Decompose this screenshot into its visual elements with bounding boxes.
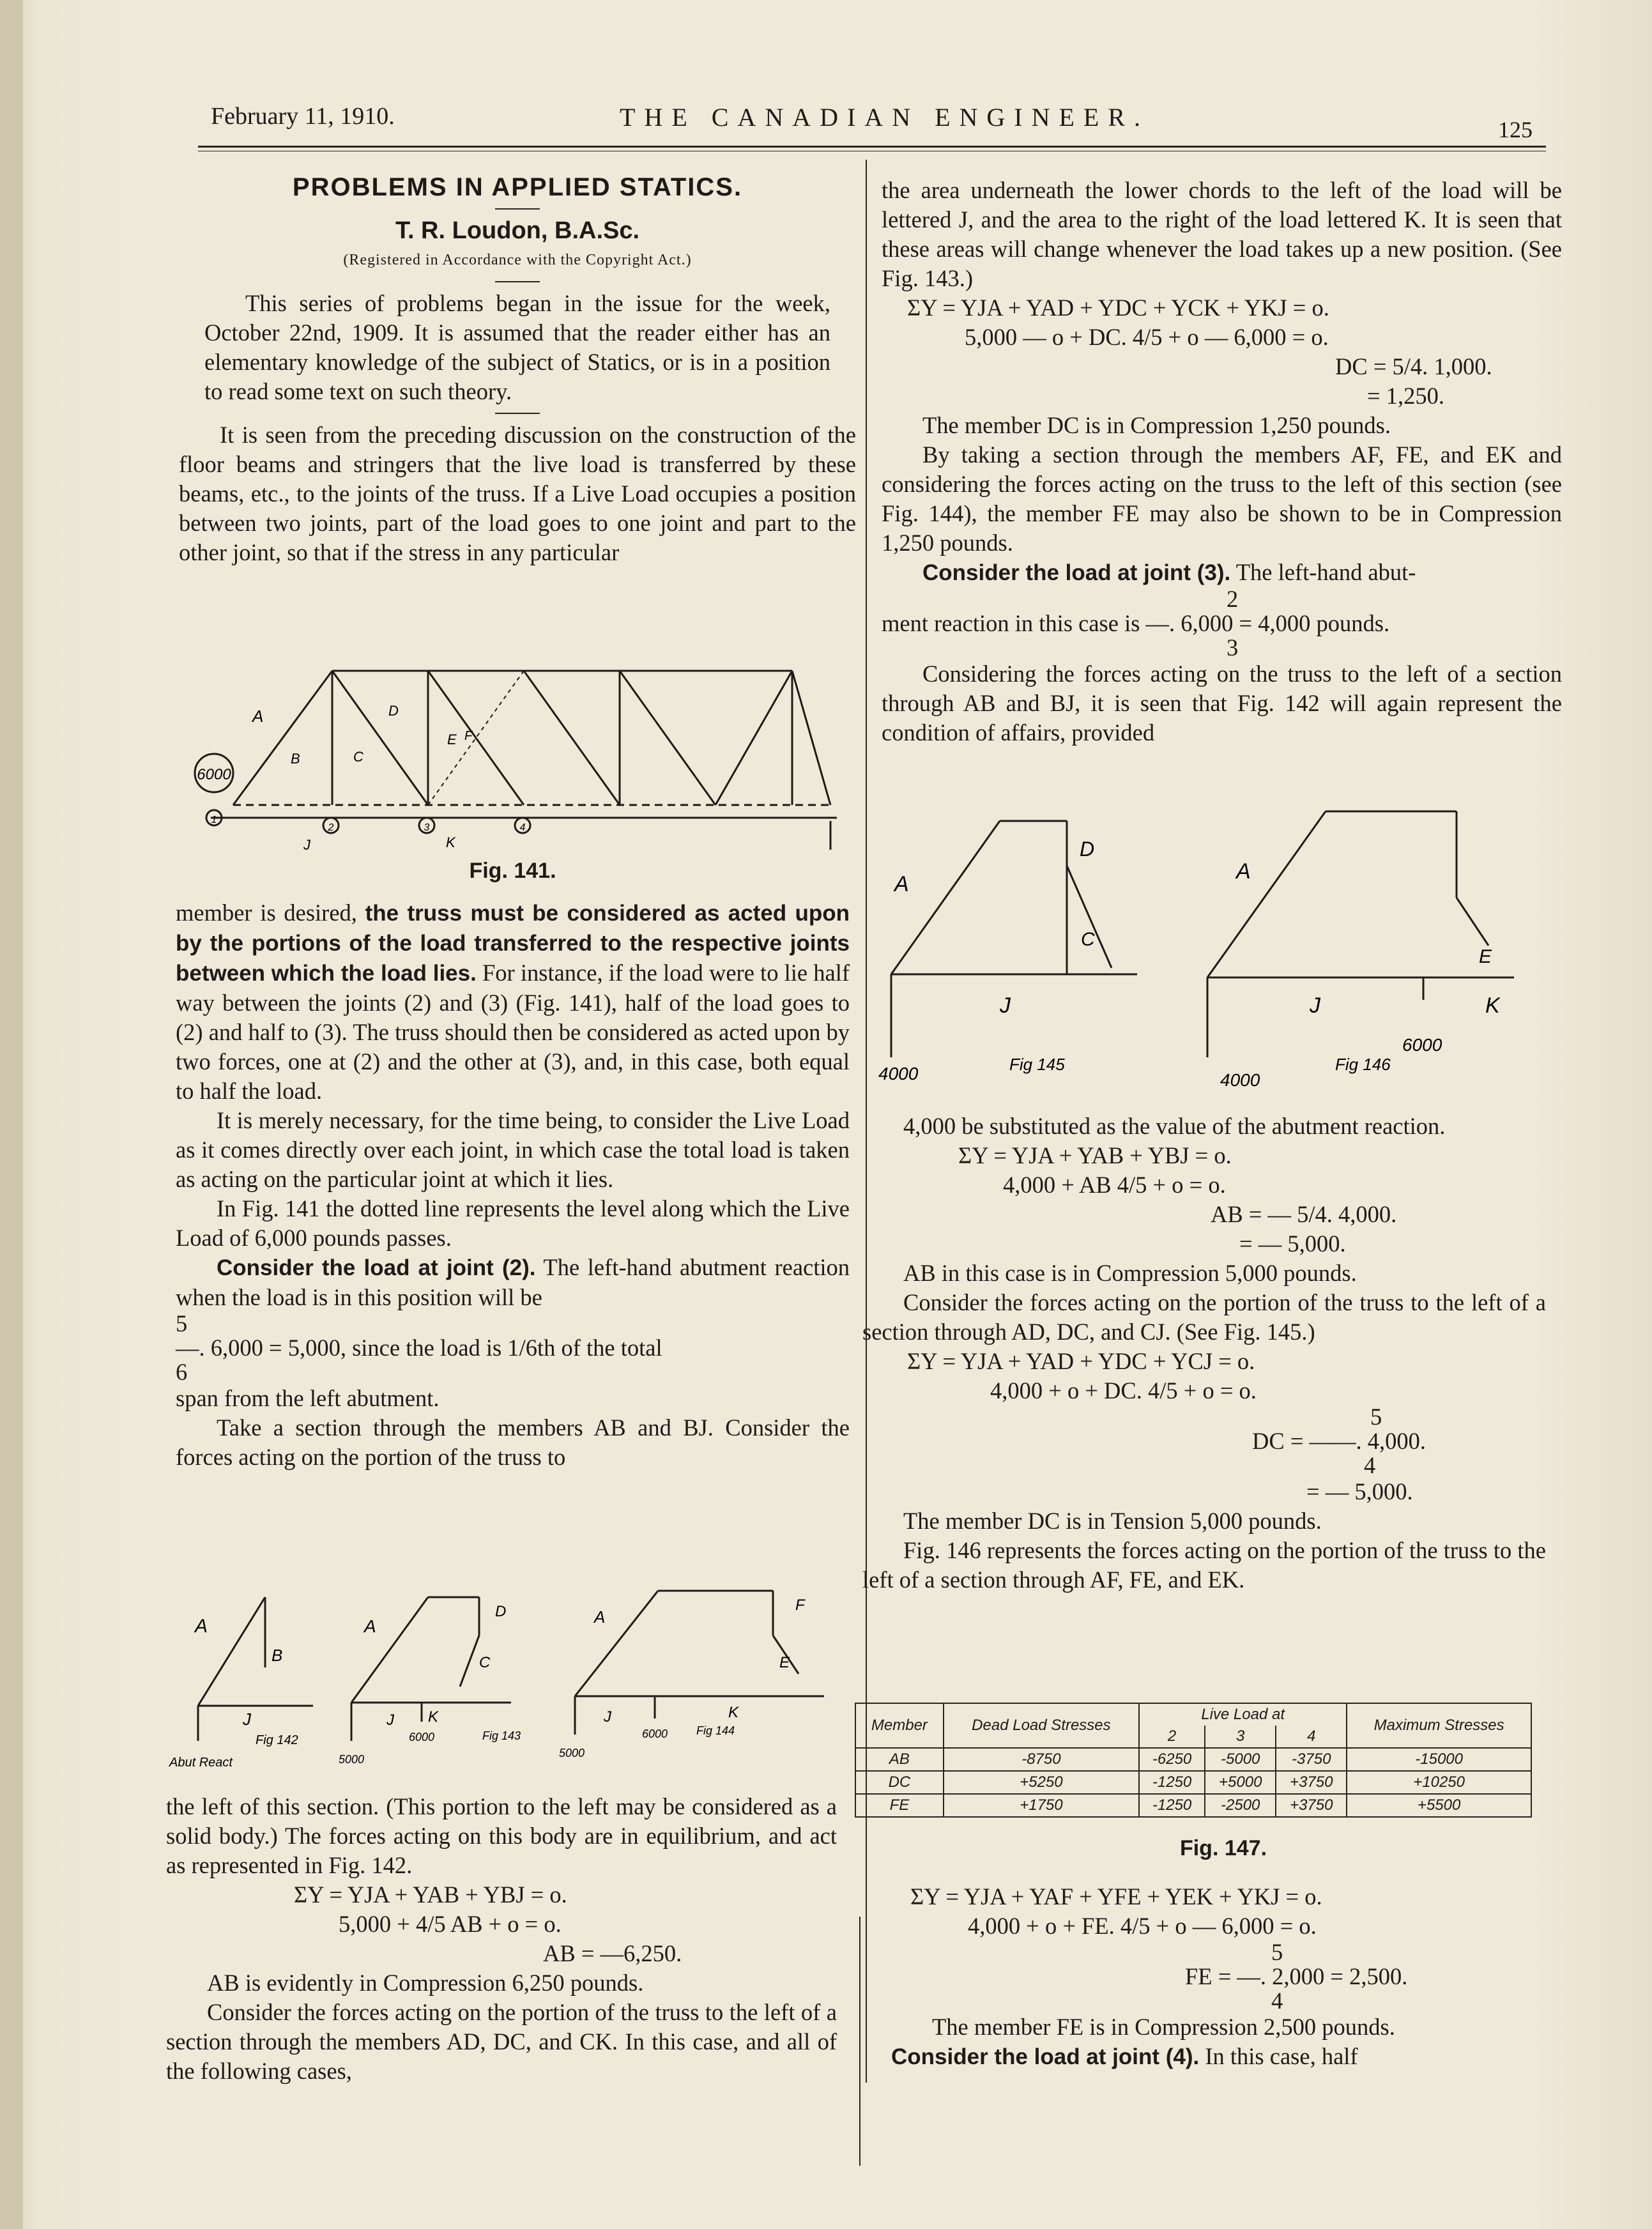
equation: AB = — 5/4. 4,000. (1211, 1201, 1397, 1227)
p5-rest: The left-hand abutment reaction when the load is in this position will be (176, 1254, 850, 1310)
fig144-label-a: A (594, 1607, 606, 1627)
paragraph: It is seen from the preceding discussion on the construction of the floor beams and stringers that the live load is transferred by these beams, etc., to the joints of the truss. If a Live Load occupies a position between two joints, part of the load goes to one joint and part to the other joint, so that if the stress in any particular (179, 422, 856, 565)
header-maximum: Maximum Stresses (1347, 1703, 1531, 1748)
paragraph: The member FE is in Compression 2,500 pounds. (932, 2014, 1395, 2040)
fraction-denominator: 4 (1364, 1452, 1376, 1478)
page-number: 125 (1498, 117, 1533, 142)
cell-max: +5500 (1347, 1794, 1531, 1817)
cell-member: FE (855, 1794, 944, 1817)
fig146-load: 6000 (1402, 1035, 1442, 1055)
left-column (179, 172, 856, 567)
fig141-load: 6000 (197, 766, 231, 783)
article-title: PROBLEMS IN APPLIED STATICS. (292, 173, 743, 201)
paragraph (882, 558, 1562, 588)
stress-table (855, 1703, 1532, 1818)
fraction-denominator: 4 (1271, 1988, 1283, 2014)
cell-j4: -3750 (1276, 1748, 1347, 1771)
fraction-denominator: 3 (1227, 634, 1239, 661)
cell-dead: +5250 (944, 1771, 1139, 1794)
title-rule (495, 208, 540, 210)
issue-date: February 11, 1910. (211, 103, 395, 130)
fig146-label-j: J (1310, 993, 1320, 1018)
equation: AB = —6,250. (543, 1940, 682, 1966)
fig143-label-j: J (386, 1712, 394, 1729)
cell-j2: -1250 (1139, 1771, 1205, 1794)
p2-end: For instance, if the load were to lie half way between the joints (2) and (3) (Fig. 141), half of the load goes to (2) and half to (3). The truss should then be considered as acted upon by two forces, one at (2) and the other at (3), and, in this case, both equal to half the load. (176, 960, 850, 1104)
header-member: Member (855, 1703, 944, 1748)
cell-j2: -6250 (1139, 1748, 1205, 1771)
fig143-caption: Fig 143 (482, 1729, 521, 1742)
paragraph: Fig. 146 represents the forces acting on the portion of the truss to the left of a section through AF, FE, and EK. (862, 1537, 1546, 1593)
equation: DC = ——. 4,000. (1252, 1428, 1426, 1454)
fig147-caption: Fig. 147. (1179, 1836, 1267, 1860)
r4-rest: The left-hand abut- (1235, 559, 1416, 585)
fig146-label-e: E (1479, 946, 1492, 967)
column-divider-lower (859, 1917, 860, 2166)
intro-rule (495, 413, 540, 414)
cell-member: AB (855, 1748, 944, 1771)
fig142-note: Abut React (169, 1756, 233, 1770)
r4-heading: Consider the load at joint (3). (922, 560, 1231, 585)
fig144-caption: Fig 144 (696, 1724, 735, 1737)
equation: 4,000 + o + FE. 4/5 + o — 6,000 = o. (968, 1913, 1317, 1939)
fraction-numerator: 5 (1370, 1404, 1382, 1430)
equation: 4,000 + o + DC. 4/5 + o = o. (990, 1377, 1257, 1404)
cell-j3: +5000 (1205, 1771, 1276, 1794)
fig144-reaction: 5000 (559, 1747, 585, 1759)
figures-142-144 (166, 1559, 862, 1776)
intro-paragraph: This series of problems began in the issue for the week, October 22nd, 1909. It is assumed that the reader either has an elementary knowledge of the subject of Statics, or is in a position to read some text on such theory. (204, 290, 830, 404)
paragraph (891, 2042, 1556, 2072)
fig143-label-d: D (495, 1603, 507, 1620)
left-column-mid (176, 856, 850, 1472)
cell-j3: -2500 (1205, 1794, 1276, 1817)
binding-gutter (0, 0, 23, 2229)
equation: = — 5,000. (1306, 1478, 1413, 1505)
fig143-reaction: 5000 (339, 1753, 365, 1766)
equation: ΣY = YJA + YAD + YDC + YCK + YKJ = o. (907, 295, 1329, 321)
fig145-reaction: 4000 (878, 1064, 919, 1084)
fig141-label-k: K (446, 834, 455, 850)
cell-dead: +1750 (944, 1794, 1139, 1817)
table-row (855, 1771, 1531, 1794)
paragraph: the left of this section. (This portion to the left may be considered as a solid body.) The forces acting on this body are in equilibrium, and act as represented in Fig. 142. (166, 1793, 837, 1878)
equation: DC = 5/4. 1,000. (1335, 353, 1492, 379)
left-column-bottom (166, 1792, 837, 2086)
cell-j4: +3750 (1276, 1794, 1347, 1817)
page-header (211, 102, 1552, 142)
fig144-label-j: J (604, 1708, 611, 1726)
fraction-equation: ment reaction in this case is —. 6,000 = 4,000 pounds. (882, 610, 1390, 636)
equation: 4,000 + AB 4/5 + o = o. (1003, 1172, 1226, 1198)
header-rule (198, 146, 1546, 148)
fig145-caption: Fig 145 (1009, 1055, 1065, 1074)
fraction-numerator: 5 (1271, 1939, 1283, 1965)
paragraph (176, 1253, 850, 1312)
header-live-load: Live Load at (1139, 1703, 1347, 1726)
fig145-label-j: J (1000, 993, 1011, 1018)
cell-j3: -5000 (1205, 1748, 1276, 1771)
fig141-label-d: D (388, 703, 399, 719)
paragraph: By taking a section through the members AF, FE, and EK and considering the forces acting on the truss to the left of this section (see Fig. 144), the member FE may also be shown to be in Compression 1,250 pounds. (882, 441, 1562, 556)
joint-4: 4 (519, 822, 526, 833)
table-row (855, 1794, 1531, 1817)
fig141-label-b: B (291, 751, 300, 767)
fig142-label-a: A (195, 1616, 208, 1637)
paragraph: It is merely necessary, for the time being, to consider the Live Load as it comes directly over each joint, in which case the total load is taken as acting on the particular joint at which it lies. (176, 1107, 850, 1192)
fig142-caption: Fig 142 (256, 1733, 298, 1747)
right-column-mid (862, 1112, 1546, 1595)
fig141-caption: Fig. 141. (469, 859, 556, 883)
fig142-label-b: B (272, 1646, 283, 1665)
fraction-equation: —. 6,000 = 5,000, since the load is 1/6th of the total (176, 1335, 662, 1361)
r12-rest: In this case, half (1205, 2043, 1358, 2069)
fig145-label-a: A (894, 872, 909, 896)
header-joint-3: 3 (1205, 1726, 1276, 1748)
header-joint-2: 2 (1139, 1726, 1205, 1748)
right-column-bottom (891, 1834, 1556, 2072)
stress-table-wrapper (855, 1703, 1532, 1818)
equation: ΣY = YJA + YAB + YBJ = o. (958, 1142, 1232, 1168)
fraction-numerator: 2 (1227, 586, 1239, 612)
fig146-label-k: K (1485, 993, 1500, 1018)
fig146-reaction: 4000 (1220, 1070, 1260, 1090)
fig142-label-j: J (243, 1710, 251, 1729)
fraction-numerator: 5 (176, 1310, 188, 1337)
paragraph: Consider the forces acting on the portion of the truss to the left of a section through AD, DC, and CJ. (See Fig. 145.) (862, 1289, 1546, 1345)
right-column (882, 176, 1562, 747)
copyright-note: (Registered in Accordance with the Copyright Act.) (343, 252, 692, 268)
paragraph: AB is evidently in Compression 6,250 pounds. (207, 1970, 644, 1996)
fig144-label-k: K (728, 1704, 739, 1721)
joint-3: 3 (424, 822, 430, 833)
cell-dead: -8750 (944, 1748, 1139, 1771)
fig146-caption: Fig 146 (1335, 1055, 1391, 1074)
paragraph: In Fig. 141 the dotted line represents the level along which the Live Load of 6,000 pounds passes. (176, 1195, 850, 1251)
joint-2: 2 (328, 822, 334, 833)
fig141-label-e: E (447, 732, 457, 747)
figure-141-truss (185, 658, 869, 862)
fraction-denominator: 6 (176, 1359, 188, 1385)
equation: ΣY = YJA + YAB + YBJ = o. (294, 1881, 567, 1908)
author-rule (495, 281, 540, 282)
fig143-label-k: K (428, 1708, 439, 1726)
p5-heading: Consider the load at joint (2). (217, 1255, 536, 1280)
paragraph: 4,000 be substituted as the value of the abutment reaction. (903, 1113, 1446, 1139)
cell-member: DC (855, 1771, 944, 1794)
fig146-label-a: A (1236, 859, 1251, 884)
fig144-load: 6000 (642, 1727, 668, 1740)
equation: = — 5,000. (1239, 1230, 1346, 1257)
paragraph (176, 898, 850, 1106)
p2-start: member is desired, (176, 900, 357, 926)
paragraph: Considering the forces acting on the truss to the left of a section through AB and BJ, it is seen that Fig. 142 will again represent the condition of affairs, provided (882, 661, 1562, 746)
fig141-label-a: A (252, 707, 264, 726)
equation: ΣY = YJA + YAD + YDC + YCJ = o. (907, 1348, 1255, 1374)
p2-emphasis: the truss must be considered as acted upon by the portions of the load transferred to the respective joints between which the load lies. (176, 901, 850, 986)
fig144-label-f: F (795, 1597, 805, 1614)
equation: 5,000 — o + DC. 4/5 + o — 6,000 = o. (965, 324, 1329, 350)
paragraph: AB in this case is in Compression 5,000 pounds. (903, 1260, 1357, 1286)
paragraph: The member DC is in Tension 5,000 pounds. (903, 1508, 1322, 1534)
cell-j4: +3750 (1276, 1771, 1347, 1794)
paragraph: the area underneath the lower chords to the left of the load will be lettered J, and the area to the right of the load lettered K. It is seen that these areas will change whenever the load takes up a new position. (See Fig. 143.) (882, 177, 1562, 291)
fig145-label-d: D (1080, 838, 1095, 861)
fig141-label-c: C (353, 749, 363, 765)
joint-1: 1 (211, 815, 217, 825)
cell-max: -15000 (1347, 1748, 1531, 1771)
header-joint-4: 4 (1276, 1726, 1347, 1748)
paragraph: Consider the forces acting on the portion of the truss to the left of a section through the members AD, DC, and CK. In this case, and all of the following cases, (166, 1999, 837, 2084)
figures-145-146 (875, 802, 1565, 1102)
equation: = 1,250. (1367, 383, 1444, 409)
r12-heading: Consider the load at joint (4). (891, 2044, 1200, 2069)
fig143-label-c: C (479, 1654, 491, 1671)
cell-max: +10250 (1347, 1771, 1531, 1794)
fig144-label-e: E (779, 1654, 790, 1671)
article-author: T. R. Loudon, B.A.Sc. (395, 217, 640, 244)
equation: ΣY = YJA + YAF + YFE + YEK + YKJ = o. (910, 1883, 1322, 1910)
table-row (855, 1748, 1531, 1771)
equation: 5,000 + 4/5 AB + o = o. (339, 1911, 562, 1937)
paragraph: span from the left abutment. (176, 1385, 440, 1411)
journal-name: THE CANADIAN ENGINEER. (620, 103, 1150, 132)
equation: FE = —. 2,000 = 2,500. (1185, 1963, 1408, 1989)
fig143-label-a: A (364, 1616, 376, 1636)
paragraph: The member DC is in Compression 1,250 pounds. (922, 412, 1391, 438)
header-dead-load: Dead Load Stresses (944, 1703, 1139, 1748)
fig145-label-c: C (1081, 929, 1095, 950)
fig141-label-j: J (303, 837, 310, 853)
fig141-label-f: F (464, 729, 473, 743)
fig143-load: 6000 (409, 1731, 435, 1743)
cell-j2: -1250 (1139, 1794, 1205, 1817)
paragraph: Take a section through the members AB and BJ. Consider the forces acting on the portion of the truss to (176, 1414, 850, 1470)
